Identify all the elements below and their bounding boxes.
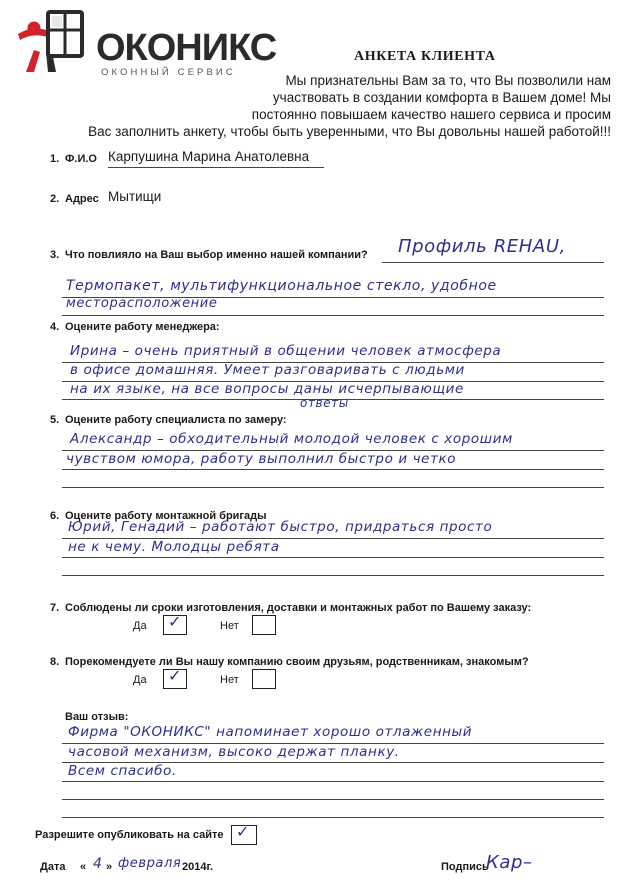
review-rule — [62, 781, 604, 782]
q2-label: Адрес — [65, 193, 99, 205]
q4-number: 4. — [50, 321, 60, 333]
checkmark-icon: ✓ — [168, 666, 182, 685]
intro-line: Вас заполнить анкету, чтобы быть уверенными, что Вы довольны нашей работой!!! — [88, 124, 611, 139]
q5-label: Оцените работу специалиста по замеру: — [65, 414, 287, 426]
q3-answer-line[interactable]: Термопакет, мультифункциональное стекло, удобное — [66, 278, 497, 294]
q6-answer-line[interactable]: Юрий, Генадий – работают быстро, придраться просто — [68, 519, 493, 535]
q1-value[interactable]: Карпушина Марина Анатолевна — [108, 149, 310, 164]
q7-label: Соблюдены ли сроки изготовления, доставки и монтажных работ по Вашему заказу: — [65, 602, 532, 614]
q7-no-checkbox[interactable] — [252, 615, 276, 635]
q7-yes-label: Да — [133, 620, 147, 632]
review-rule — [62, 799, 604, 800]
q8-yes-label: Да — [133, 674, 147, 686]
q6-rule — [62, 575, 604, 576]
q7-no-label: Нет — [220, 620, 239, 632]
q3-number: 3. — [50, 249, 60, 261]
intro-text — [51, 72, 611, 140]
checkmark-icon: ✓ — [236, 822, 250, 841]
q4-answer-line[interactable]: в офисе домашняя. Умеет разговаривать с людьми — [70, 362, 465, 378]
q1-label: Ф.И.О — [65, 153, 97, 165]
q7-number: 7. — [50, 602, 60, 614]
review-rule — [62, 817, 604, 818]
q1-underline — [108, 167, 324, 168]
window-figure-logo-icon — [14, 8, 94, 74]
signature[interactable]: Кар– — [486, 852, 533, 873]
date-year: 2014г. — [182, 861, 214, 873]
q3-answer-line[interactable]: месторасположение — [66, 296, 218, 311]
date-label: Дата — [40, 861, 66, 873]
q4-answer-line[interactable]: на их языке, на все вопросы даны исчерпывающие — [70, 381, 464, 397]
q5-answer-line[interactable]: Александр – обходительный молодой человек с хорошим — [70, 431, 513, 447]
q5-number: 5. — [50, 414, 60, 426]
q6-rule — [62, 557, 604, 558]
date-month[interactable]: февраля — [118, 856, 182, 871]
q8-no-label: Нет — [220, 674, 239, 686]
date-open-quote: « — [80, 861, 87, 873]
q6-number: 6. — [50, 510, 60, 522]
q5-rule — [62, 469, 604, 470]
checkmark-icon: ✓ — [168, 612, 182, 631]
q2-number: 2. — [50, 193, 60, 205]
review-answer-line[interactable]: часовой механизм, высоко держат планку. — [68, 744, 400, 760]
q8-number: 8. — [50, 656, 60, 668]
q5-rule — [62, 487, 604, 488]
date-day[interactable]: 4 — [93, 856, 103, 872]
intro-line: Мы признательны Вам за то, что Вы позволили нам — [285, 73, 611, 88]
q4-label: Оцените работу менеджера: — [65, 321, 220, 333]
q4-answer-line[interactable]: Ирина – очень приятный в общении человек атмосфера — [70, 343, 502, 359]
q6-label: Оцените работу монтажной бригады — [65, 510, 267, 522]
review-answer-line[interactable]: Фирма "ОКОНИКС" напоминает хорошо отлаженный — [68, 724, 473, 740]
q6-answer-line[interactable]: не к чему. Молодцы ребята — [68, 539, 280, 555]
signature-label: Подпись — [441, 861, 489, 873]
q8-label: Порекомендуете ли Вы нашу компанию своим друзьям, родственникам, знакомым? — [65, 656, 529, 668]
intro-line: участвовать в создании комфорта в Вашем доме! Мы — [272, 90, 611, 105]
q3-rule — [382, 262, 604, 263]
intro-line: постоянно повышаем качество нашего сервиса и просим — [251, 107, 611, 122]
q3-rule — [62, 315, 604, 316]
review-answer-line[interactable]: Всем спасибо. — [68, 763, 177, 779]
q2-value[interactable]: Мытищи — [108, 189, 162, 204]
q1-number: 1. — [50, 153, 60, 165]
brand-subtitle: ОКОННЫЙ СЕРВИС — [101, 67, 236, 78]
q4-answer-line[interactable]: ответы — [300, 396, 349, 410]
review-label: Ваш отзыв: — [65, 711, 129, 723]
q8-no-checkbox[interactable] — [252, 669, 276, 689]
q5-answer-line[interactable]: чувством юмора, работу выполнил быстро и четко — [66, 451, 457, 467]
logo — [14, 8, 284, 78]
date-close-quote: » — [106, 861, 113, 873]
form-title: АНКЕТА КЛИЕНТА — [354, 49, 496, 64]
q3-label: Что повлияло на Ваш выбор именно нашей компании? — [65, 249, 368, 261]
brand-name: ОКОНИКС — [96, 27, 277, 69]
publish-label: Разрешите опубликовать на сайте — [35, 829, 224, 841]
q3-answer-line[interactable]: Профиль REHAU, — [398, 236, 566, 257]
